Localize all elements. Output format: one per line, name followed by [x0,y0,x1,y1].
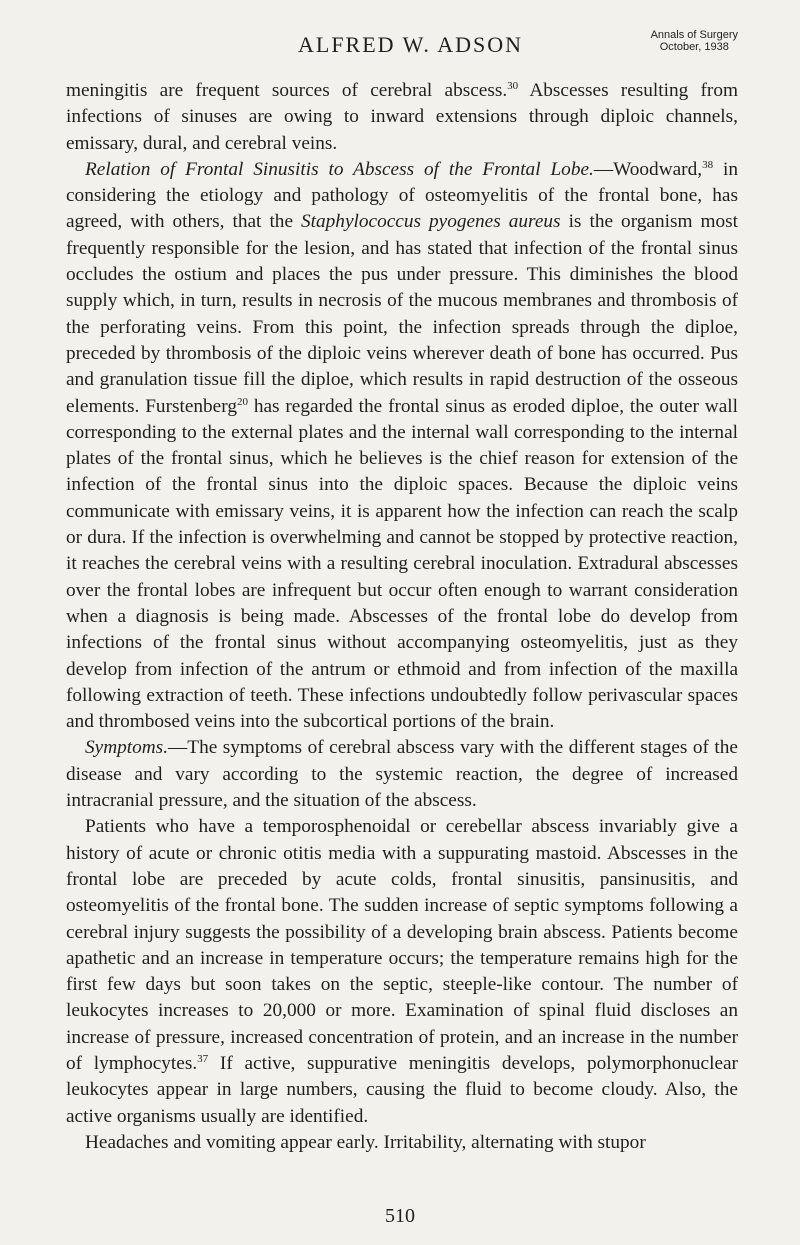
text-run: Patients who have a temporosphenoidal or cerebellar abscess invariably give a history of acute or chronic otitis media with a suppurating mastoid. Abscesses in the frontal lobe are preceded by acute colds, frontal sinusitis, pansinusitis, and osteomyelitis of the frontal bone. The sudden increase of septic symptoms following a cerebral injury suggests the possibility of a developing brain abscess. Patients become apathetic and an increase in temperature occurs; the temperature remains high for the first few days but soon takes on the septic, steeple-like contour. The number of leukocytes increases to 20,000 or more. Examination of spinal fluid discloses an increase of pressure, increased concentration of protein, and an increase in the number of lymphocytes. [66,816,738,1074]
journal-page [66,28,738,1156]
text-run: —Woodward, [593,158,703,180]
journal-date: October, 1938 [659,41,729,53]
page-number: 510 [385,1205,415,1227]
paragraph-continued [66,78,738,157]
text-run: is the organism most frequently responsible for the lesion, and has stated that infection of the frontal sinus occludes the ostium and places the pus under pressure. This diminishes the blood supply which, in turn, results in necrosis of the mucous membranes and thrombosis of the perforating veins. From this point, the infection spreads through the diploe, preceded by thrombosis of the diploic veins wherever death of bone has occurred. Pus and granulation tissue fill the diploe, which results in rapid destruction of the osseous elements. Furstenberg [66,211,738,417]
paragraph-frontal-sinusitis [66,157,738,736]
running-head-journal [651,29,738,53]
reference-superscript: 38 [702,158,714,171]
reference-superscript: 37 [197,1052,209,1065]
body-text [66,78,738,1156]
text-run: has regarded the frontal sinus as eroded diploe, the outer wall corresponding to the external plates and the internal wall corresponding to the internal plates of the frontal sinus, which he believes is the chief reason for extension of the infection of the frontal sinus into the diploic spaces. Because the diploic veins communicate with emissary veins, it is apparent how the infection can reach the scalp or dura. If the infection is overwhelming and cannot be stopped by protective reaction, it reaches the cerebral veins with a resulting cerebral inoculation. Extradural abscesses over the frontal lobes are infrequent but occur often enough to warrant consideration when a diagnosis is being made. Abscesses of the frontal lobe do develop from infections of the frontal sinus without accompanying osteomyelitis, just as they develop from infection of the antrum or ethmoid and from infection of the maxilla following extraction of teeth. These infections undoubtedly follow perivascular spaces and thrombosed veins into the subcortical portions of the brain. [66,395,738,733]
reference-superscript: 30 [507,80,519,92]
organism-name: Staphylococcus pyogenes aureus [301,211,561,233]
paragraph-patients [66,814,738,1130]
running-head-author: ALFRED W. ADSON [298,32,523,57]
text-run: —The symptoms of cerebral abscess vary with the different stages of the disease and vary according to the systemic reaction, the degree of increased intracranial pressure, and the situation of the abscess. [66,737,738,812]
text-run: If active, suppurative meningitis develops, polymorphonuclear leukocytes appear in large numbers, causing the fluid to become cloudy. Also, the active organisms usually are identified. [66,1052,738,1127]
section-heading: Relation of Frontal Sinusitis to Abscess of the Frontal Lobe. [85,158,594,180]
text-run: in considering the etiology and pathology of osteomyelitis of the frontal bone, has agreed, with others, that the [66,158,738,233]
section-heading: Symptoms. [85,737,169,759]
text-run: meningitis are frequent sources of cerebral abscess. [66,80,508,101]
text-run: Headaches and vomiting appear early. Irritability, alternating with stupor [85,1131,646,1153]
running-head [66,28,738,78]
paragraph-headaches [66,1130,738,1156]
reference-superscript: 20 [236,395,248,408]
paragraph-symptoms [66,735,738,814]
journal-name: Annals of Surgery [650,29,738,41]
text-run: Abscesses resulting from infections of sinuses are owing to inward extensions through diploic channels, emissary, dural, and cerebral veins. [66,80,738,154]
